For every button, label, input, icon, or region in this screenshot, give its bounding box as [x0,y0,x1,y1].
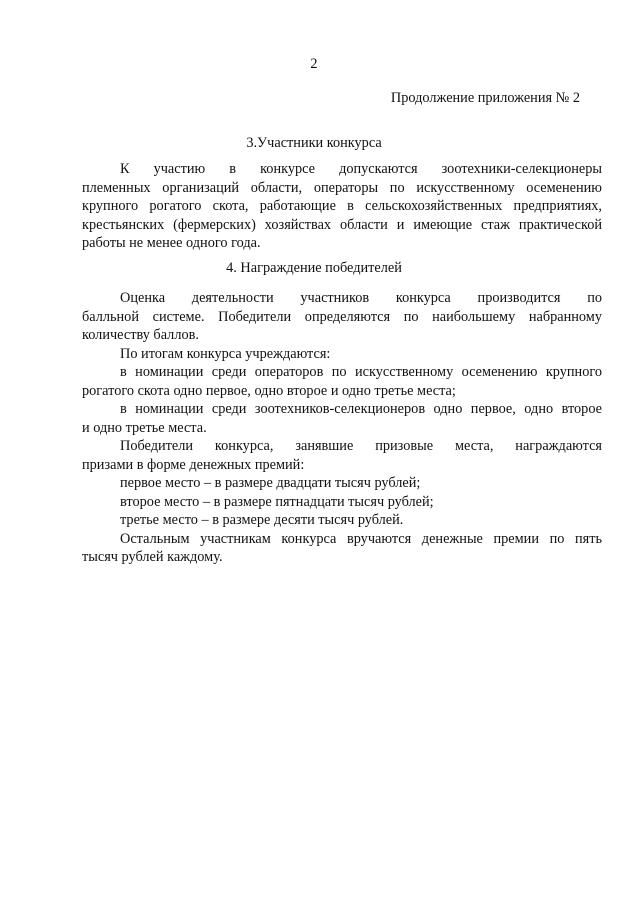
paragraph-line: крупного рогатого скота, работающие в сельскохозяйственных предприятиях, [82,198,602,214]
paragraph-line: работы не менее одного года. [82,235,261,251]
paragraph-line: Оценка деятельности участников конкурса производится по [120,290,602,306]
appendix-continuation-note: Продолжение приложения № 2 [390,90,580,106]
section-3-body [82,160,602,253]
paragraph-line: племенных организаций области, операторы по искусственному осеменению [82,179,602,196]
paragraph-line: По итогам конкурса учреждаются: [120,345,331,362]
page-number: 2 [310,56,318,72]
paragraph-line: балльной системе. Победители определяются по наибольшему набранному [82,308,602,325]
paragraph-line: второе место – в размере пятнадцати тысяч рублей; [120,493,434,510]
paragraph-line: Победители конкурса, занявшие призовые места, награждаются [120,438,602,454]
paragraph-line: первое место – в размере двадцати тысяч рублей; [120,475,421,491]
paragraph-line: крестьянских (фермерских) хозяйствах области и имеющие стаж практической [82,216,602,233]
paragraph-line: Остальным участникам конкурса вручаются денежные премии по пять [120,530,602,547]
section-4-title: 4. Награждение победителей [226,260,402,276]
paragraph-line: рогатого скота одно первое, одно второе и одно третье места; [82,382,456,399]
paragraph-line: тысяч рублей каждому. [82,549,223,565]
paragraph-line: в номинации среди зоотехников-селекционеров одно первое, одно второе [120,401,602,417]
paragraph-line: и одно третье места. [82,419,207,436]
paragraph-line: количеству баллов. [82,327,199,343]
paragraph-line: призами в форме денежных премий: [82,456,305,473]
section-4-body [82,289,602,567]
paragraph-line: в номинации среди операторов по искусственному осеменению крупного [120,364,602,380]
paragraph-line: К участию в конкурсе допускаются зоотехники-селекционеры [120,161,602,177]
paragraph-line: третье место – в размере десяти тысяч рублей. [120,512,404,528]
section-3-title: 3.Участники конкурса [246,135,382,151]
